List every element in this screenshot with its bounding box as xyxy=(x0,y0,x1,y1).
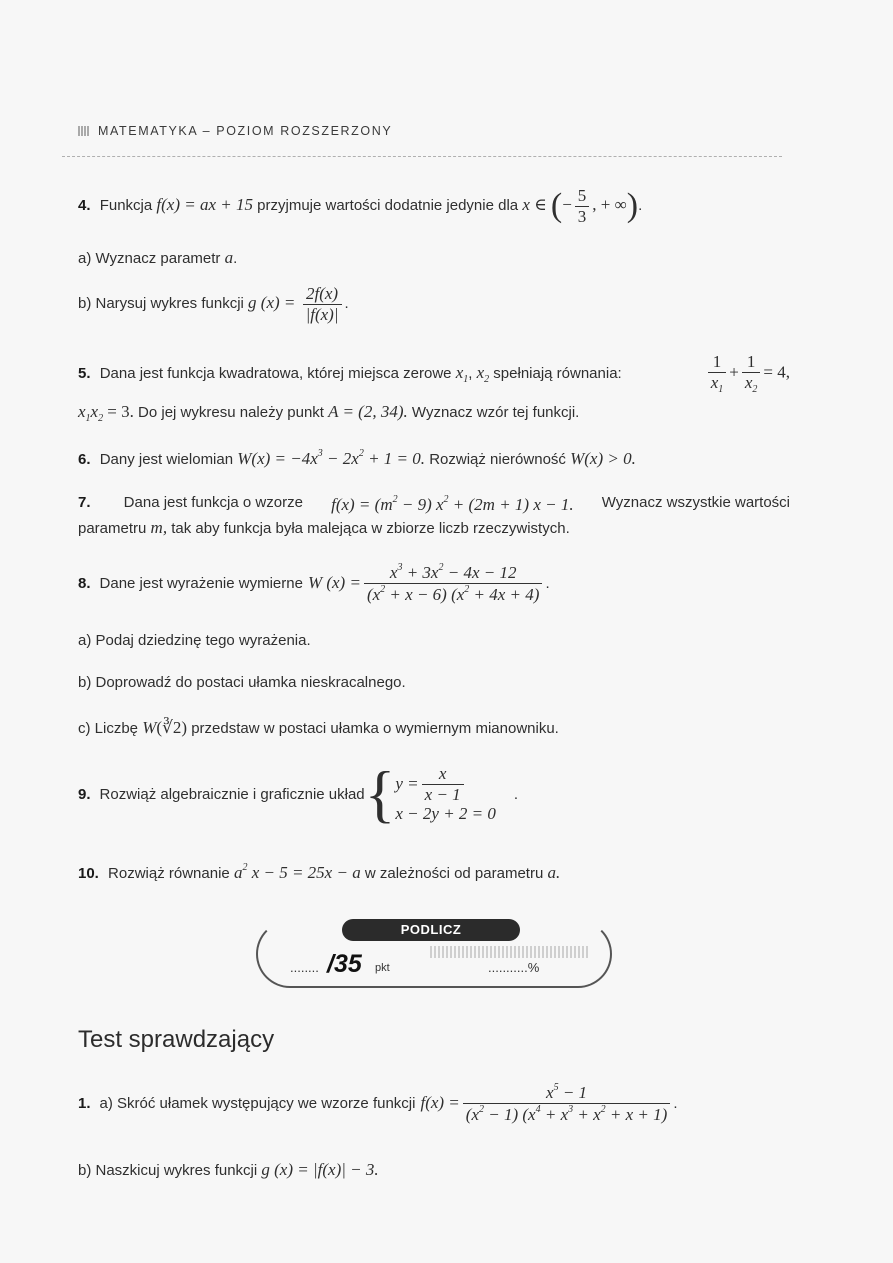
exercise-5 xyxy=(78,352,790,395)
math-expression: A = (2, 34). xyxy=(328,402,408,421)
text: Rozwiąż algebraicznie i graficznie układ xyxy=(99,785,365,803)
exponent: 2 xyxy=(479,1103,484,1115)
math-variable: x xyxy=(710,372,719,392)
exercise-8c xyxy=(78,718,559,738)
exercise-5-line-2 xyxy=(78,402,579,424)
exercise-5-line-1 xyxy=(78,363,622,385)
left-paren: ( xyxy=(550,187,563,225)
math-expression: (x xyxy=(366,584,381,604)
math-expression: = 3. xyxy=(107,402,134,421)
section-title: Test sprawdzający xyxy=(78,1026,275,1053)
text: Dana jest funkcja o wzorze xyxy=(123,494,303,511)
fraction xyxy=(463,1082,671,1124)
denominator: |f(x)| xyxy=(303,304,342,325)
fraction xyxy=(303,284,342,324)
fraction xyxy=(422,764,464,804)
exercise-9 xyxy=(78,758,519,829)
math-expression: + 4x + 4) xyxy=(469,584,540,604)
exponent: 2 xyxy=(600,1103,606,1115)
equation-2: x − 2y + 2 = 0 xyxy=(395,804,496,824)
exponent: 3 xyxy=(317,448,323,459)
text: parametru xyxy=(78,520,147,537)
right-paren: ) xyxy=(626,187,639,225)
math-expression: x xyxy=(546,1083,554,1102)
denominator xyxy=(463,1103,671,1125)
math-variable: a xyxy=(224,248,234,267)
math-expression: f(x) = (m xyxy=(331,495,393,514)
exponent: 2 xyxy=(380,583,386,595)
numerator: 1 xyxy=(746,352,756,371)
text: . xyxy=(513,785,519,803)
book-icon xyxy=(78,126,90,136)
exercise-number: 4. xyxy=(78,197,91,215)
text: c) Liczbę xyxy=(78,720,139,737)
math-expression: + x xyxy=(573,1104,601,1124)
text: Rozwiąż równanie xyxy=(108,865,230,882)
decorative-stripe xyxy=(430,946,590,958)
math-expression: − 2x xyxy=(322,449,359,468)
math-expression: x ∈ xyxy=(522,195,547,215)
text: tak aby funkcja była malejąca w zbiorze liczb rzeczywistych. xyxy=(171,520,570,537)
exponent: 3 xyxy=(568,1103,574,1115)
subscript: 2 xyxy=(752,383,758,395)
score-dots: ........ xyxy=(290,960,319,975)
equation-system xyxy=(395,764,496,824)
numerator: 1 xyxy=(712,352,722,371)
math-expression: , + ∞ xyxy=(592,195,627,215)
math-expression: f(x) = ax + 15 xyxy=(156,195,253,215)
text: Wyznacz wszystkie wartości xyxy=(601,494,790,511)
exercise-number: 9. xyxy=(78,785,91,803)
math-expression: + (2m + 1) x − 1. xyxy=(448,495,574,514)
math-expression: f(x) = xyxy=(420,1093,460,1113)
text: . xyxy=(344,295,349,313)
math-variable: a. xyxy=(547,863,561,882)
text: . xyxy=(233,250,238,267)
text: Do jej wykresu należy punkt xyxy=(138,404,324,421)
denominator: x − 1 xyxy=(422,784,464,805)
text: Rozwiąż nierówność xyxy=(429,451,566,468)
numerator: x xyxy=(438,763,447,783)
fraction xyxy=(575,186,590,226)
denominator: 3 xyxy=(575,206,590,227)
system-brace: { xyxy=(364,758,396,829)
exponent: 3 xyxy=(397,562,403,573)
math-expression: W (x) = xyxy=(307,573,361,593)
equation xyxy=(705,352,790,395)
math-variable: x xyxy=(476,362,485,382)
exercise-7-line-2 xyxy=(78,518,570,538)
exponent: 5 xyxy=(553,1082,559,1093)
fraction xyxy=(742,352,761,395)
math-expression: − 9) x xyxy=(397,495,444,514)
math-expression: + 3x xyxy=(402,563,439,582)
exercise-number: 5. xyxy=(78,364,91,382)
math-expression: − 1 xyxy=(558,1083,588,1102)
exponent: 4 xyxy=(535,1103,541,1115)
exponent: 2 xyxy=(358,448,364,459)
equation-1 xyxy=(395,764,496,804)
denominator xyxy=(708,372,727,396)
math-variable: W xyxy=(142,718,157,737)
polynomial xyxy=(237,449,425,468)
numerator: 2f(x) xyxy=(305,284,339,303)
text: b) Narysuj wykres funkcji xyxy=(78,295,244,313)
text: Dana jest funkcja kwadratowa, której miejsca zerowe xyxy=(99,364,452,382)
subscript: 1 xyxy=(85,413,91,424)
text: a) Skróć ułamek występujący we wzorze funkcji xyxy=(99,1094,416,1112)
fraction xyxy=(708,352,727,395)
subscript: 1 xyxy=(718,383,724,395)
text: Dane jest wyrażenie wymierne xyxy=(99,574,303,592)
exponent: 2 xyxy=(392,494,398,505)
math-expression: g (x) = |f(x)| − 3. xyxy=(261,1160,379,1179)
exponent: 2 xyxy=(464,583,470,595)
math-expression: W(x) = −4x xyxy=(237,449,318,468)
math-expression: (x xyxy=(465,1104,479,1124)
subscript: 2 xyxy=(484,373,490,385)
math-variable: x xyxy=(455,362,464,382)
text: Dany jest wielomian xyxy=(99,451,234,468)
text: w zależności od parametru xyxy=(364,865,544,882)
exercise-8b: b) Doprowadź do postaci ułamka nieskracalnego. xyxy=(78,674,406,691)
text: przyjmuje wartości dodatnie jedynie dla xyxy=(257,197,519,215)
score-box-label: PODLICZ xyxy=(342,919,520,941)
exponent: 2 xyxy=(443,494,449,505)
math-expression: − 4x − 12 xyxy=(443,563,517,582)
math-expression: (∛2) xyxy=(156,718,188,737)
exercise-7 xyxy=(78,494,790,515)
math-expression: x − 5 = 25x − a xyxy=(247,863,361,882)
exercise-6 xyxy=(78,448,636,469)
math-expression: = 4, xyxy=(763,362,790,382)
text: Wyznacz wzór tej funkcji. xyxy=(411,404,580,421)
numerator xyxy=(543,1082,590,1103)
equation xyxy=(234,863,361,882)
running-header xyxy=(78,124,392,138)
exercise-4a xyxy=(78,248,237,268)
exercise-8: 8. Dane jest wyrażenie wymierne W (x) = $\frac{x^3 + 3x^2 - 4x - 12}{(x^2 + x - 6) (x^2 + 4x + 4)}$ . xyxy=(78,562,550,604)
math-variable: m, xyxy=(150,518,168,537)
text: b) Naszkicuj wykres funkcji xyxy=(78,1162,258,1179)
numerator xyxy=(387,562,520,583)
inequality: W(x) > 0. xyxy=(570,449,636,468)
exponent: 2 xyxy=(242,862,248,873)
denominator xyxy=(742,372,761,396)
score-percent: ...........% xyxy=(488,960,540,975)
subscript: 1 xyxy=(463,373,469,385)
exercise-number: 10. xyxy=(78,865,99,882)
math-expression: + x xyxy=(540,1104,569,1124)
minus-sign: − xyxy=(562,195,572,215)
text: przedstaw w postaci ułamka o wymiernym mianowniku. xyxy=(191,720,559,737)
header-title: MATEMATYKA – POZIOM ROZSZERZONY xyxy=(98,124,393,138)
subscript: 2 xyxy=(98,413,104,424)
numerator: 5 xyxy=(577,186,587,205)
exercise-8a: a) Podaj dziedzinę tego wyrażenia. xyxy=(78,632,311,649)
score-unit: pkt xyxy=(375,962,390,974)
exercise-number: 1. xyxy=(78,1094,91,1112)
math-expression: g (x) = xyxy=(248,293,296,313)
text: Funkcja xyxy=(99,197,153,215)
text: spełniają równania: xyxy=(493,364,622,382)
function-formula xyxy=(331,494,574,515)
exercise-4b xyxy=(78,284,349,324)
math-variable: a xyxy=(233,863,243,882)
plus-sign: + xyxy=(729,362,739,382)
test-exercise-1a: 1. a) Skróć ułamek występujący we wzorze funkcji f(x) = $\frac{x^5 - 1}{(x^2 - 1) (x^4 + x^3 + x^2 + x + 1)}$ . xyxy=(78,1082,678,1124)
exercise-number: 8. xyxy=(78,574,91,592)
denominator xyxy=(364,583,542,605)
math-variable: x xyxy=(78,402,86,421)
exercise-4: 4. Funkcja f(x) = ax + 15 przyjmuje wartości dodatnie jedynie dla x ∈ (− $\frac{5}{3}$ , + ∞). xyxy=(78,186,643,226)
exponent: 2 xyxy=(438,562,444,573)
text: a) Wyznacz parametr xyxy=(78,250,221,267)
text: , xyxy=(468,364,473,382)
math-expression: + 1 = 0. xyxy=(363,449,426,468)
exercise-number: 7. xyxy=(78,494,91,511)
exercise-number: 6. xyxy=(78,451,91,468)
math-expression: y = xyxy=(395,774,419,793)
fraction xyxy=(364,562,542,604)
test-exercise-1b xyxy=(78,1160,379,1180)
exercise-10 xyxy=(78,862,560,883)
math-expression: + x − 6) (x xyxy=(385,584,465,604)
header-divider xyxy=(62,156,782,157)
math-expression: − 1) (x xyxy=(484,1104,536,1124)
math-expression: x xyxy=(389,563,398,582)
score-total: /35 xyxy=(327,950,362,978)
math-variable: x xyxy=(90,402,99,421)
math-expression: + x + 1) xyxy=(605,1104,668,1124)
math-variable: x xyxy=(744,372,753,392)
